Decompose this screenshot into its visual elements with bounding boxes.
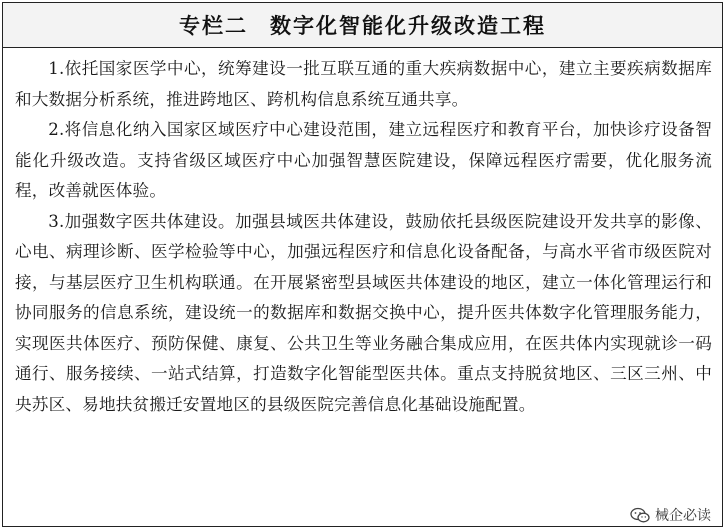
paragraph-2: 2.将信息化纳入国家区域医疗中心建设范围，建立远程医疗和教育平台，加快诊疗设备智能化升级改造。支持省级区域医疗中心加强智慧医院建设，保障远程医疗需要，优化服务流程，改善就医体验。 — [15, 120, 712, 200]
paragraph-3: 3.加强数字医共体建设。加强县域医共体建设，鼓励依托县级医院建设开发共享的影像、心电、病理诊断、医学检验等中心，加强远程医疗和信息化设备配备，与高水平省市级医院对接，与基层医疗卫生机构联通。在开展紧密型县域医共体建设的地区，建立一体化管理运行和协同服务的信息系统，建设统一的数据库和数据交换中心，提升医共体数字化管理服务能力，实现医共体医疗、预防保健、康复、公共卫生等业务融合集成应用，在医共体内实现就诊一码通行、服务接续、一站式结算，打造数字化智能型医共体。重点支持脱贫地区、三区三州、中央苏区、易地扶贫搬迁安置地区的县级医院完善信息化基础设施配置。 — [15, 211, 712, 414]
watermark-text: 械企必读 — [655, 508, 711, 524]
wechat-icon — [630, 507, 650, 524]
column-box — [2, 2, 723, 527]
column-title-bar — [3, 3, 722, 48]
column-body — [3, 48, 722, 420]
column-title: 数字化智能化升级改造工程 — [270, 14, 546, 38]
paragraph-1: 1.依托国家医学中心，统筹建设一批互联互通的重大疾病数据中心，建立主要疾病数据库和大数据分析系统，推进跨地区、跨机构信息系统互通共享。 — [15, 59, 712, 109]
watermark — [628, 505, 713, 525]
column-label: 专栏二 — [179, 14, 248, 38]
